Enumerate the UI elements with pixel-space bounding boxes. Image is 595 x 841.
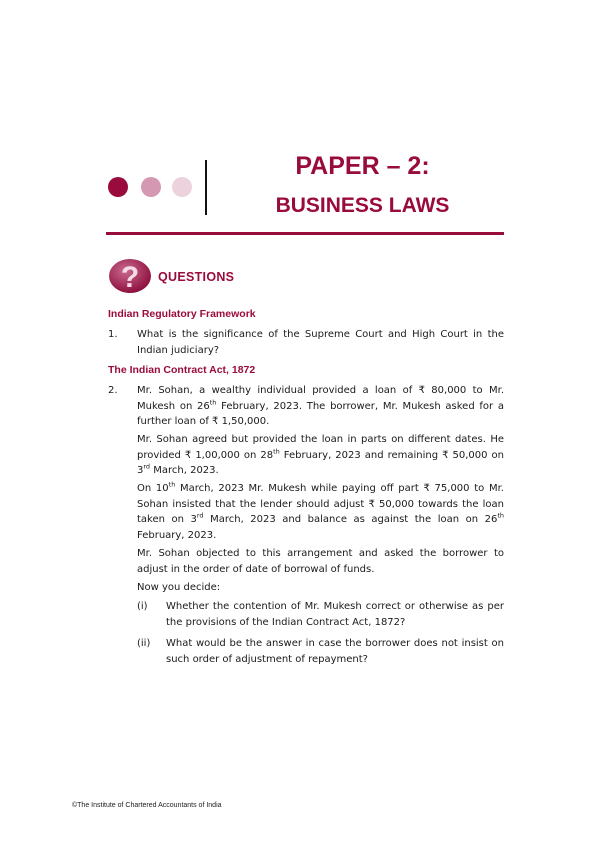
question-paragraph: Now you decide: <box>137 582 221 593</box>
section-heading: The Indian Contract Act, 1872 <box>108 364 256 376</box>
dot-light-icon <box>172 177 192 197</box>
header-rule <box>106 232 504 235</box>
question-paragraph: On 10th March, 2023 Mr. Mukesh while paying off part ₹ 75,000 to Mr. Sohan insisted that the lender should adjust ₹ 50,000 towards the loan taken on 3rd March, 2023 and balance as against the loan on 26th February, 2023. <box>137 480 504 541</box>
question-number: 1. <box>108 329 118 340</box>
title-line-2: BUSINESS LAWS <box>275 194 450 217</box>
section-heading: Indian Regulatory Framework <box>108 308 256 320</box>
dot-medium-icon <box>141 177 161 197</box>
subpart-number: (ii) <box>137 638 151 649</box>
questions-heading: QUESTIONS <box>158 270 235 284</box>
question-mark-icon <box>108 258 152 294</box>
copyright-footer: ©The Institute of Chartered Accountants of India <box>72 802 222 809</box>
question-paragraph: Mr. Sohan objected to this arrangement and asked the borrower to adjust in the order of date of borrowal of funds. <box>137 548 504 575</box>
subpart-text: Whether the contention of Mr. Mukesh correct or otherwise as per the provisions of the Indian Contract Act, 1872? <box>166 601 504 628</box>
svg-text:?: ? <box>120 261 140 294</box>
header-divider <box>205 160 207 215</box>
question-number: 2. <box>108 385 118 396</box>
question-text: What is the significance of the Supreme Court and High Court in the Indian judiciary? <box>137 329 504 356</box>
dot-dark-icon <box>108 177 128 197</box>
question-paragraph: Mr. Sohan agreed but provided the loan in parts on different dates. He provided ₹ 1,00,000 on 28th February, 2023 and remaining ₹ 50,000 on 3rd March, 2023. <box>137 434 504 476</box>
question-paragraph: Mr. Sohan, a wealthy individual provided a loan of ₹ 80,000 to Mr. Mukesh on 26th February, 2023. The borrower, Mr. Mukesh asked for a further loan of ₹ 1,50,000. <box>137 385 505 427</box>
subpart-text: What would be the answer in case the borrower does not insist on such order of adjustment of repayment? <box>166 638 504 665</box>
subpart-number: (i) <box>137 601 148 612</box>
page-title <box>220 150 505 220</box>
title-line-1: PAPER – 2: <box>295 152 430 180</box>
